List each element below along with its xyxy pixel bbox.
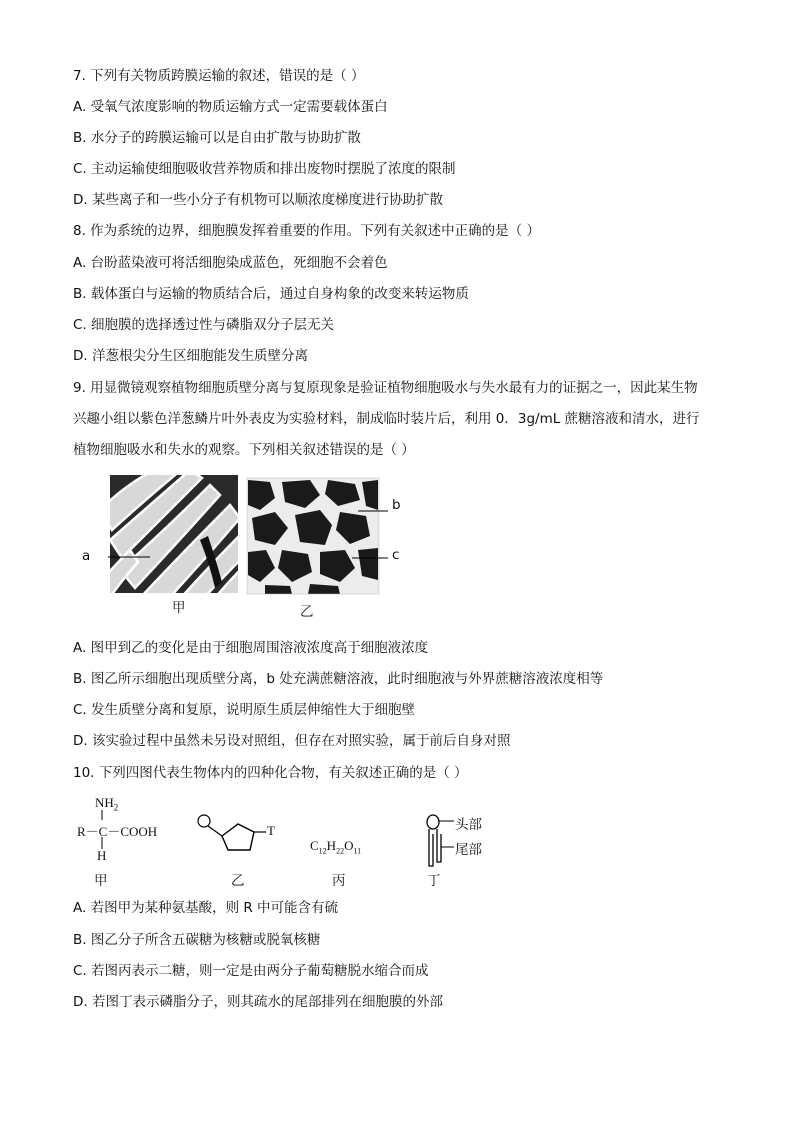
micrograph-label-a: a — [82, 548, 91, 564]
phospholipid-tail-label: 尾部 — [455, 842, 482, 858]
micrograph-label-c: c — [392, 547, 400, 563]
caption-jia: 甲 — [94, 873, 108, 889]
micrograph-caption-jia: 甲 — [172, 600, 186, 616]
question-7-option-d: D. 某些离子和一些小分子有机物可以顺浓度梯度进行协助扩散 — [73, 192, 443, 208]
question-9-option-c: C. 发生质壁分离和复原，说明原生质层伸缩性大于细胞壁 — [73, 702, 416, 718]
amino-acid-backbone: R－C－COOH — [77, 824, 158, 839]
question-9-stem-line-1: 9. 用显微镜观察植物细胞质壁分离与复原现象是验证植物细胞吸水与失水最有力的证据之一，因此某生物 — [73, 380, 698, 396]
question-10-option-a: A. 若图甲为某种氨基酸，则 R 中可能含有硫 — [73, 900, 339, 916]
question-9-micrograph-figure — [70, 470, 430, 630]
question-8-option-b: B. 载体蛋白与运输的物质结合后，通过自身构象的改变来转运物质 — [73, 286, 469, 302]
caption-ding: 丁 — [427, 873, 441, 889]
question-8-option-c: C. 细胞膜的选择透过性与磷脂双分子层无关 — [73, 317, 335, 333]
nucleotide-base-t: T — [267, 823, 275, 838]
micrograph-yi — [247, 478, 379, 594]
question-9-option-b: B. 图乙所示细胞出现质壁分离，b 处充满蔗糖溶液，此时细胞液与外界蔗糖溶液浓度相等 — [73, 671, 604, 687]
question-9-option-d: D. 该实验过程中虽然未另设对照组，但存在对照实验，属于前后自身对照 — [73, 733, 511, 749]
micrograph-jia — [95, 470, 250, 615]
question-7-option-c: C. 主动运输使细胞吸收营养物质和排出废物时摆脱了浓度的限制 — [73, 161, 456, 177]
question-10-stem: 10. 下列四图代表生物体内的四种化合物，有关叙述正确的是（ ） — [73, 765, 468, 781]
question-9-stem-line-2: 兴趣小组以紫色洋葱鳞片叶外表皮为实验材料，制成临时装片后，利用 0．3g/mL 蔗糖溶液和清水，进行 — [73, 411, 700, 427]
question-10-option-d: D. 若图丁表示磷脂分子，则其疏水的尾部排列在细胞膜的外部 — [73, 994, 443, 1010]
question-9-option-a: A. 图甲到乙的变化是由于细胞周围溶液浓度高于细胞液浓度 — [73, 640, 429, 656]
micrograph-label-b: b — [392, 497, 401, 513]
question-10-option-c: C. 若图丙表示二糖，则一定是由两分子葡萄糖脱水缩合而成 — [73, 963, 429, 979]
micrograph-caption-yi: 乙 — [300, 604, 314, 620]
caption-yi: 乙 — [231, 873, 245, 889]
question-8-option-a: A. 台盼蓝染液可将活细胞染成蓝色，死细胞不会着色 — [73, 255, 388, 271]
question-7-option-a: A. 受氧气浓度影响的物质运输方式一定需要载体蛋白 — [73, 99, 388, 115]
question-8-option-d: D. 洋葱根尖分生区细胞能发生质壁分离 — [73, 348, 308, 364]
question-9-stem-line-3: 植物细胞吸水和失水的观察。下列相关叙述错误的是（ ） — [73, 442, 415, 458]
phospholipid-head-label: 头部 — [455, 817, 482, 833]
question-7-option-b: B. 水分子的跨膜运输可以是自由扩散与协助扩散 — [73, 130, 361, 146]
amino-acid-nh2: $NH_2$ — [95, 795, 119, 813]
question-8-stem: 8. 作为系统的边界，细胞膜发挥着重要的作用。下列有关叙述中正确的是（ ） — [73, 223, 540, 239]
question-7-stem: 7. 下列有关物质跨膜运输的叙述，错误的是（ ） — [73, 68, 365, 84]
question-10-option-b: B. 图乙分子所含五碳糖为核糖或脱氧核糖 — [73, 932, 321, 948]
caption-bing: 丙 — [332, 873, 346, 889]
sucrose-formula: $C_{12}H_{22}O_{11}$ — [310, 838, 362, 856]
amino-acid-h: H — [97, 848, 107, 863]
